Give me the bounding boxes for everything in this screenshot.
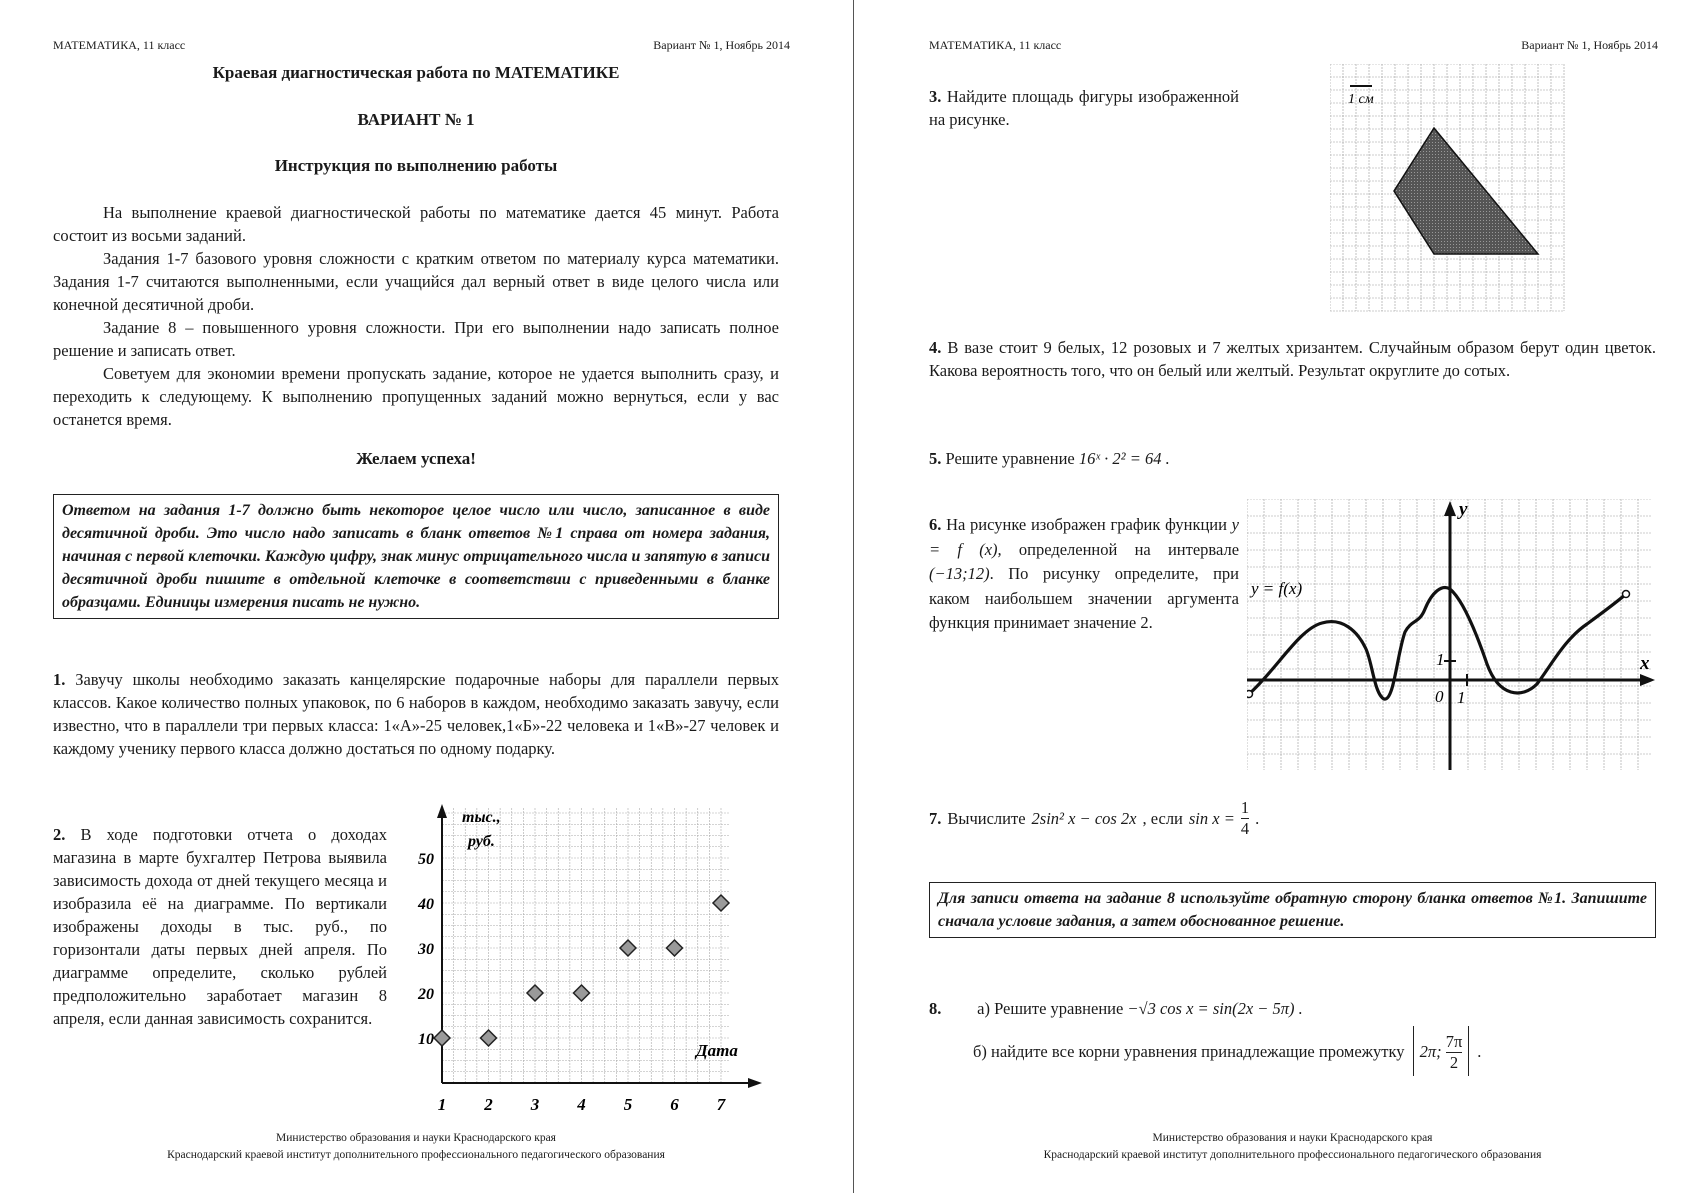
doc-title: Краевая диагностическая работа по МАТЕМАТИКЕ (212, 63, 620, 82)
answer-instructions-box: Ответом на задания 1-7 должно быть некоторое целое число или число, записанное в виде десятичной дроби. Это число надо записать в бланк ответов №1 справа от номера задания, начиная с первой клеточки. Каждую цифру, знак минус отрицательного числа и запятую в записи десятичной дроби пишите в отдельной клеточке в соответствии с приведенными в бланке образцами. Единицы измерения писать не нужно. (53, 494, 779, 619)
x-tick-label: 5 (623, 1095, 633, 1114)
wish-text: Желаем успеха! (356, 449, 476, 468)
task-7-fraction-den: 4 (1240, 819, 1250, 838)
task-8b-left: 2π; (1419, 1042, 1442, 1062)
data-point (481, 1030, 497, 1046)
footer-line-1: Министерство образования и науки Краснодарского края (276, 1132, 556, 1144)
task-6 (929, 513, 1239, 636)
x-axis-arrow (748, 1078, 762, 1088)
task-8a-equation: −√3 cos x = sin(2x − 5π) . (1127, 999, 1303, 1018)
task-7-fraction (1241, 798, 1249, 839)
footer-line-2: Краснодарский краевой институт дополнительного профессионального педагогического образования (167, 1149, 665, 1161)
graph-y-label: y (1459, 499, 1468, 520)
task-7-fraction-num: 1 (1240, 798, 1250, 817)
task-3-number: 3. (929, 87, 942, 106)
y-axis-label-1: тыс., (462, 809, 501, 826)
footer-right-line-2: Краснодарский краевой институт дополнительного профессионального педагогического образования (1043, 1149, 1542, 1161)
x-tick-label: 4 (577, 1095, 586, 1114)
variant-title: ВАРИАНТ № 1 (357, 110, 475, 129)
scale-label: 1 см (1348, 92, 1374, 107)
right-page (854, 0, 1708, 1193)
graph-x-arrow (1640, 674, 1655, 686)
instruction-title: Инструкция по выполнению работы (274, 156, 558, 175)
task-7-sin: sin x = (1188, 809, 1235, 828)
task-4-text: В вазе стоит 9 белых, 12 розовых и 7 желтых хризантем. Случайным образом берут один цветок. Какова вероятность того, что он белый или желтый. Результат округлите до сотых. (929, 338, 1657, 380)
task-6-text-c: . По рисунку определите, при каком наибольшем значении аргумента функция принимает значение 2. (929, 564, 1239, 632)
y-tick-label: 50 (418, 851, 434, 868)
task-8b-fraction-den: 2 (1446, 1052, 1463, 1073)
x-tick-label: 6 (670, 1095, 679, 1114)
task-3 (929, 85, 1239, 131)
task-8b-fraction-num: 7π (1445, 1031, 1463, 1051)
task-1-text: Завучу школы необходимо заказать канцелярские подарочные наборы для параллели первых классов. Какое количество полных упаковок, по 6 наборов в каждом, необходимо заказать завучу, если известно, что в параллели три первых класса: 1«А»-25 человек,1«Б»-22 человека и 1«В»-27 человек и каждому ученику первого класса должно достаться по одному подарку. (53, 670, 780, 758)
graph-x-label: x (1640, 653, 1650, 674)
task-8a-text: а) Решите уравнение (977, 999, 1124, 1018)
task-2 (53, 823, 387, 1030)
x-tick-label: 2 (484, 1095, 493, 1114)
graph-x-unit: 1 (1457, 688, 1466, 707)
task-8a (929, 997, 1656, 1020)
intro-paragraph-2: Задания 1-7 базового уровня сложности с кратким ответом по материалу курса математики. Задания 1-7 считаются выполненными, если учащийся дал верный ответ в виде целого числа или конечной десятичной дроби. (53, 249, 779, 314)
task-7-if: , если (1142, 809, 1183, 828)
income-scatter-chart (400, 802, 770, 1120)
task-8b-text: б) найдите все корни уравнения принадлежащие промежутку (973, 1041, 1405, 1061)
x-tick-label: 1 (437, 1095, 447, 1114)
graph-origin: 0 (1435, 687, 1444, 706)
task-7-text: Вычислите (947, 809, 1026, 828)
y-tick-label: 10 (418, 1031, 434, 1048)
task-5-equation: 16ˣ · 2² = 64 . (1078, 449, 1170, 468)
task-6-function: y = f (x), (929, 515, 1239, 559)
y-tick-label: 30 (418, 941, 434, 958)
x-tick-label: 3 (530, 1095, 540, 1114)
task-4-number: 4. (929, 338, 942, 357)
task-2-number: 2. (53, 825, 66, 844)
data-point (667, 940, 683, 956)
task-8b: б) найдите все корни уравнения принадлежащие промежутку 2π; $\frac{7\pi}{2}$ . (973, 1026, 1656, 1076)
graph-function-label: y = f(x) (1251, 579, 1303, 598)
footer-right-line-1: Министерство образования и науки Краснодарского края (1152, 1132, 1433, 1144)
task-5 (929, 447, 1656, 470)
header-subject: МАТЕМАТИКА, 11 класс (53, 38, 186, 52)
task-8-number: 8. (929, 999, 942, 1018)
data-point (527, 985, 543, 1001)
data-point (620, 940, 636, 956)
task-5-text: Решите уравнение (945, 449, 1075, 468)
data-point (713, 895, 729, 911)
footer-right (929, 1130, 1656, 1164)
graph-y-unit: 1 (1436, 650, 1445, 669)
header-variant: Вариант № 1, Ноябрь 2014 (653, 38, 790, 52)
data-point (434, 1030, 450, 1046)
header-variant-right: Вариант № 1, Ноябрь 2014 (1521, 38, 1658, 52)
task-6-number: 6. (929, 515, 942, 534)
x-axis-label: Дата (696, 1041, 738, 1060)
task-7-number: 7. (929, 809, 942, 828)
task-6-text-a: На рисунке изображен график функции (946, 515, 1227, 534)
task-8-answer-box: Для записи ответа на задание 8 используйте обратную сторону бланка ответов №1. Запишите сначала условие задания, а затем обоснованное решение. (929, 882, 1656, 938)
header-subject-right: МАТЕМАТИКА, 11 класс (929, 38, 1062, 52)
area-figure-grid (1330, 64, 1570, 316)
task-6-text-b: определенной на интервале (1018, 539, 1240, 559)
right-endpoint (1623, 591, 1630, 598)
y-tick-labels (417, 851, 434, 1048)
shaded-figure (1394, 128, 1538, 254)
task-6-interval: (−13;12) (929, 564, 990, 583)
left-endpoint (1247, 691, 1253, 698)
task-7: 7. Вычислите 2sin² x − cos 2x , если sin x = $\frac{1}{4}$ . (929, 798, 1260, 838)
task-4 (929, 336, 1656, 382)
y-axis-arrow (437, 804, 447, 818)
x-tick-label: 7 (716, 1095, 726, 1114)
footer (53, 1130, 779, 1164)
y-tick-label: 20 (418, 986, 434, 1003)
y-axis-label-2: руб. (468, 833, 495, 850)
task-2-text: В ходе подготовки отчета о доходах магазина в марте бухгалтер Петрова выявила зависимость дохода от дней текущего месяца и изобразила её на диаграмме. По вертикали изображены доходы в тыс. руб., по горизонтали даты первых дней апреля. По диаграмме определите, сколько рублей предположительно заработает магазин 8 апреля, если данная зависимость сохранится. (53, 825, 388, 1028)
task-1 (53, 668, 779, 760)
intro-paragraph-1: На выполнение краевой диагностической работы по математике дается 45 минут. Работа состоит из восьми заданий. (53, 203, 779, 245)
function-curve (1249, 588, 1626, 700)
x-tick-labels (438, 1095, 727, 1114)
data-point (574, 985, 590, 1001)
task-1-number: 1. (53, 670, 66, 689)
intro-paragraph-4: Советуем для экономии времени пропускать задание, которое не удается выполнить сразу, и переходить к следующему. К выполнению пропущенных заданий можно вернуться, если у вас останется время. (53, 364, 779, 429)
function-graph (1247, 499, 1657, 771)
task-8b-fraction (1446, 1032, 1463, 1073)
task-5-number: 5. (929, 449, 942, 468)
y-tick-label: 40 (418, 896, 434, 913)
intro-paragraph-3: Задание 8 – повышенного уровня сложности. При его выполнении надо записать полное решение и записать ответ. (53, 318, 779, 360)
graph-y-arrow (1444, 501, 1456, 516)
task-8b-interval (1413, 1026, 1470, 1076)
task-3-text: Найдите площадь фигуры изображенной на рисунке. (929, 87, 1239, 129)
task-7-expression: 2sin² x − cos 2x (1031, 809, 1137, 828)
